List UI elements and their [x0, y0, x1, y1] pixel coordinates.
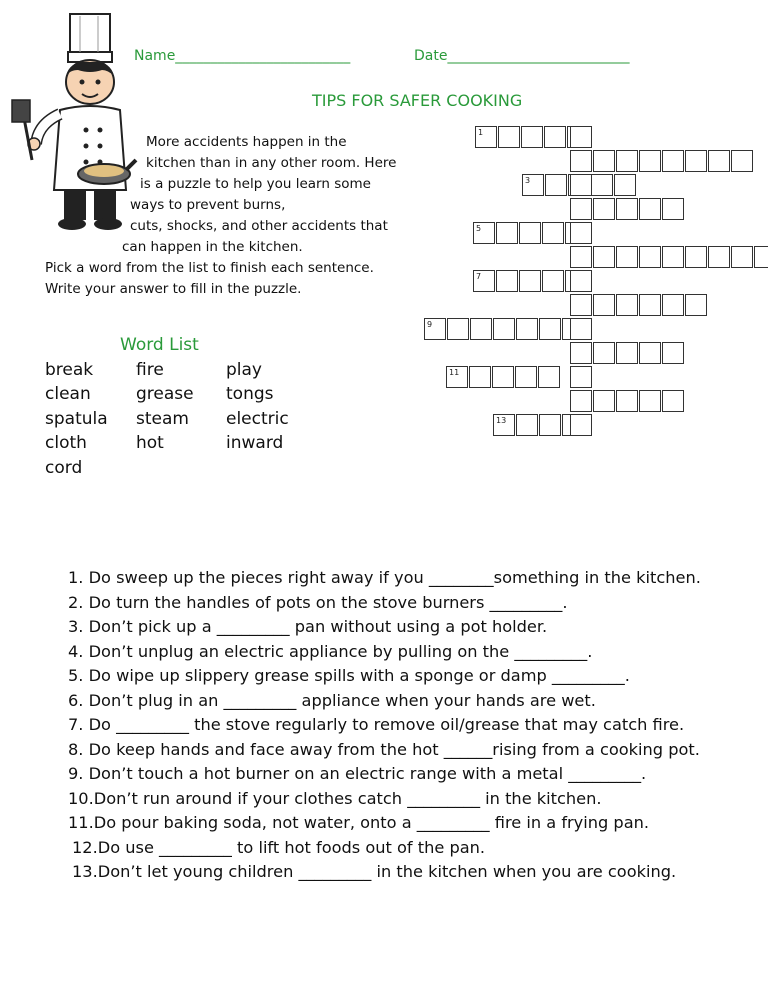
crossword-cell[interactable]: [639, 294, 661, 316]
crossword-clue-number: 7: [476, 272, 482, 281]
crossword-cell[interactable]: [639, 342, 661, 364]
crossword-cell[interactable]: [538, 366, 560, 388]
crossword-clue-number: 5: [476, 224, 482, 233]
crossword-cell[interactable]: [570, 198, 592, 220]
crossword-cell[interactable]: [539, 414, 561, 436]
crossword-cell[interactable]: [496, 222, 518, 244]
word-list-item: break: [45, 360, 94, 380]
word-list-item: hot: [136, 433, 164, 453]
crossword-cell[interactable]: [616, 198, 638, 220]
crossword-cell[interactable]: [685, 294, 707, 316]
crossword-cell[interactable]: [593, 150, 615, 172]
crossword-cell[interactable]: [593, 294, 615, 316]
question-item: 6. Don’t plug in an _________ appliance when your hands are wet.: [68, 690, 596, 710]
crossword-cell[interactable]: [593, 198, 615, 220]
word-list-title: Word List: [120, 335, 199, 355]
crossword-cell[interactable]: [515, 366, 537, 388]
crossword-cell[interactable]: [470, 318, 492, 340]
crossword-cell[interactable]: [662, 198, 684, 220]
question-item: 9. Don’t touch a hot burner on an electric range with a metal _________.: [68, 764, 647, 783]
crossword-cell[interactable]: [519, 270, 541, 292]
intro-line: cuts, shocks, and other accidents that: [130, 218, 388, 234]
question-item: 5. Do wipe up slippery grease spills with a sponge or damp _________.: [68, 666, 630, 685]
crossword-cell[interactable]: [496, 270, 518, 292]
intro-line: ways to prevent burns,: [130, 197, 286, 213]
crossword-cell[interactable]: [593, 342, 615, 364]
crossword-cell[interactable]: [662, 342, 684, 364]
word-list-item: tongs: [226, 384, 274, 404]
crossword-cell[interactable]: [591, 174, 613, 196]
word-list-item: steam: [136, 409, 189, 429]
word-list-item: fire: [136, 360, 164, 380]
crossword-cell[interactable]: [542, 270, 564, 292]
crossword-cell[interactable]: [544, 126, 566, 148]
crossword-cell[interactable]: [639, 198, 661, 220]
crossword-cell[interactable]: [662, 246, 684, 268]
crossword-cell[interactable]: [545, 174, 567, 196]
crossword-cell[interactable]: [469, 366, 491, 388]
word-list-item: grease: [136, 384, 194, 404]
crossword-cell[interactable]: [516, 318, 538, 340]
intro-line: Pick a word from the list to finish each sentence.: [45, 260, 374, 276]
crossword-cell[interactable]: [614, 174, 636, 196]
crossword-cell[interactable]: [616, 390, 638, 412]
question-item: 13.Don’t let young children _________ in the kitchen when you are cooking.: [72, 862, 677, 881]
crossword-cell[interactable]: [570, 366, 592, 388]
crossword-cell[interactable]: [542, 222, 564, 244]
crossword-cell[interactable]: [639, 246, 661, 268]
crossword-cell[interactable]: [570, 294, 592, 316]
question-item: 7. Do _________ the stove regularly to remove oil/grease that may catch fire.: [68, 715, 685, 734]
word-list-item: play: [226, 360, 262, 380]
date-field-label: Date__________________________: [414, 48, 630, 64]
crossword-cell[interactable]: [662, 390, 684, 412]
question-item: 1. Do sweep up the pieces right away if you ________something in the kitchen.: [68, 568, 701, 587]
crossword-cell[interactable]: [492, 366, 514, 388]
intro-line: More accidents happen in the: [146, 134, 347, 150]
crossword-cell[interactable]: [616, 246, 638, 268]
crossword-cell[interactable]: [731, 150, 753, 172]
crossword-clue-number: 1: [478, 128, 484, 137]
crossword-cell[interactable]: [708, 150, 730, 172]
question-item: 2. Do turn the handles of pots on the stove burners _________.: [68, 592, 568, 612]
crossword-cell[interactable]: [616, 150, 638, 172]
crossword-clue-number: 3: [525, 176, 531, 185]
crossword-cell[interactable]: [570, 150, 592, 172]
crossword-clue-number: 11: [449, 368, 460, 377]
crossword-cell[interactable]: [570, 126, 592, 148]
crossword-cell[interactable]: [516, 414, 538, 436]
word-list-item: spatula: [45, 409, 108, 429]
word-list-item: cord: [45, 458, 83, 478]
crossword-cell[interactable]: [616, 342, 638, 364]
crossword-cell[interactable]: [662, 150, 684, 172]
crossword-cell[interactable]: [570, 318, 592, 340]
word-list-item: inward: [226, 433, 284, 453]
word-list-item: cloth: [45, 433, 87, 453]
crossword-grid: [0, 0, 768, 460]
intro-line: Write your answer to fill in the puzzle.: [45, 281, 302, 297]
crossword-cell[interactable]: [570, 246, 592, 268]
crossword-cell[interactable]: [519, 222, 541, 244]
question-item: 12.Do use _________ to lift hot foods out of the pan.: [72, 837, 486, 857]
crossword-cell[interactable]: [616, 294, 638, 316]
crossword-cell[interactable]: [521, 126, 543, 148]
crossword-cell[interactable]: [570, 270, 592, 292]
crossword-cell[interactable]: [639, 150, 661, 172]
crossword-cell[interactable]: [754, 246, 768, 268]
crossword-cell[interactable]: [498, 126, 520, 148]
intro-line: kitchen than in any other room. Here: [146, 155, 397, 171]
question-item: 11.Do pour baking soda, not water, onto a _________ fire in a frying pan.: [68, 813, 650, 832]
crossword-cell[interactable]: [570, 342, 592, 364]
crossword-cell[interactable]: [593, 246, 615, 268]
crossword-cell[interactable]: [539, 318, 561, 340]
crossword-cell[interactable]: [662, 294, 684, 316]
crossword-cell[interactable]: [570, 222, 592, 244]
question-item: 4. Don’t unplug an electric appliance by pulling on the _________.: [68, 641, 593, 661]
crossword-cell[interactable]: [731, 246, 753, 268]
crossword-clue-number: 9: [427, 320, 433, 329]
name-field-label: Name_________________________: [134, 48, 351, 64]
crossword-cell[interactable]: [570, 414, 592, 436]
word-list-item: clean: [45, 384, 91, 404]
crossword-clue-number: 13: [496, 416, 507, 425]
crossword-cell[interactable]: [685, 150, 707, 172]
crossword-cell[interactable]: [708, 246, 730, 268]
crossword-cell[interactable]: [593, 390, 615, 412]
intro-line: can happen in the kitchen.: [122, 239, 303, 255]
word-list-item: electric: [226, 409, 289, 429]
crossword-cell[interactable]: [447, 318, 469, 340]
crossword-cell[interactable]: [493, 318, 515, 340]
page-title: TIPS FOR SAFER COOKING: [312, 91, 523, 110]
crossword-cell[interactable]: [685, 246, 707, 268]
intro-line: is a puzzle to help you learn some: [140, 176, 371, 192]
question-item: 8. Do keep hands and face away from the hot ______rising from a cooking pot.: [68, 739, 700, 759]
crossword-cell[interactable]: [570, 390, 592, 412]
crossword-cell[interactable]: [570, 174, 592, 196]
question-item: 3. Don’t pick up a _________ pan without using a pot holder.: [68, 617, 548, 636]
question-item: 10.Don’t run around if your clothes catch _________ in the kitchen.: [68, 788, 602, 808]
crossword-cell[interactable]: [639, 390, 661, 412]
